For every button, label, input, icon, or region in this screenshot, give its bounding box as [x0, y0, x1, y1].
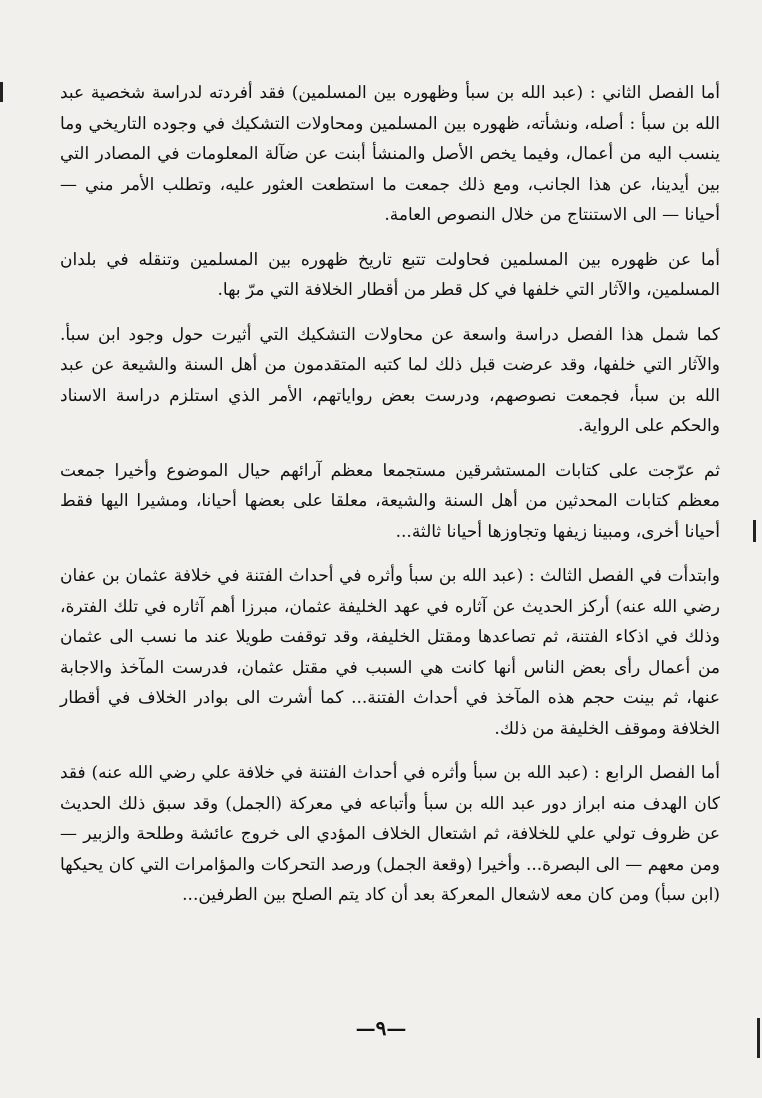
paragraph-chapter-four: أما الفصل الرابع : (عبد الله بن سبأ وأثره في أحداث الفتنة في خلافة علي رضي الله عنه) فقد كان الهدف منه ابراز دور عبد الله بن سبأ وأتباعه في معركة (الجمل) وقد سبق ذلك الحديث عن ظروف تولي علي للخلافة، ثم اشتعال الخلاف المؤدي الى خروج عائشة وطلحة والزبير — ومن معهم — الى البصرة... وأخيرا (وقعة الجمل) ورصد التحركات والمؤامرات التي كان يحيكها (ابن سبأ) ومن كان معه لاشعال المعركة بعد أن كاد يتم الصلح بين الطرفين...: [60, 763, 720, 905]
paragraph-chapter-two: أما الفصل الثاني : (عبد الله بن سبأ وظهوره بين المسلمين) فقد أفردته لدراسة شخصية عبد الله بن سبأ : أصله، ونشأته، ظهوره بين المسلمين ومحاولات التشكيك في وجوده التاريخي وما ينسب اليه من أعمال، وفيما يخص الأصل والمنشأ أبنت عن ضآلة المعلومات في المصادر التي بين أيدينا، عن هذا الجانب، ومع ذلك جمعت ما استطعت العثور عليه، وتطلب الأمر مني — أحيانا — الى الاستنتاج من خلال النصوص العامة.: [60, 83, 720, 225]
paragraph-appearance: أما عن ظهوره بين المسلمين فحاولت تتبع تاريخ ظهوره بين المسلمين وتنقله في بلدان المسلمين، والآثار التي خلفها في كل قطر من أقطار الخلافة التي مرّ بها.: [60, 249, 720, 300]
paragraph-doubt-attempts: كما شمل هذا الفصل دراسة واسعة عن محاولات التشكيك التي أثيرت حول وجود ابن سبأ. والآثار التي خلفها، وقد عرضت قبل ذلك لما كتبه المتقدمون من أهل السنة والشيعة عن عبد الله بن سبأ، فجمعت نصوصهم، ودرست بعض رواياتهم، الأمر الذي استلزم دراسة الاسناد والحكم على الرواية.: [60, 324, 720, 436]
paragraph-orientalists: ثم عرّجت على كتابات المستشرقين مستجمعا معظم آرائهم حيال الموضوع وأخيرا جمعت معظم كتابات المحدثين من أهل السنة والشيعة، معلقا على بعضها أحيانا، ومشيرا اليها فقط أحيانا أخرى، ومبينا زيفها وتجاوزها أحيانا ثالثة...: [60, 460, 720, 542]
left-edge-mark: [0, 82, 3, 102]
right-edge-mark-lower: [757, 1018, 760, 1058]
paragraph-chapter-three: وابتدأت في الفصل الثالث : (عبد الله بن سبأ وأثره في أحداث الفتنة في خلافة عثمان بن عفان رضي الله عنه) أركز الحديث عن آثاره في عهد الخليفة عثمان، مبرزا أهم آثاره في تلك الفترة، وذلك في اذكاء الفتنة، ثم تصاعدها ومقتل الخليفة، وقد توقفت طويلا عند ما نسب الى عثمان من أعمال رأى بعض الناس أنها كانت هي السبب في مقتل عثمان، فدرست المآخذ والاجابة عنها، ثم بينت حجم هذه المآخذ في أحداث الفتنة... كما أشرت الى بوادر الخلاف في أقطار الخلافة وموقف الخليفة من ذلك.: [60, 566, 720, 739]
page-number: —٩—: [355, 1016, 407, 1040]
page-body: [60, 78, 720, 925]
right-edge-mark: [753, 520, 756, 542]
